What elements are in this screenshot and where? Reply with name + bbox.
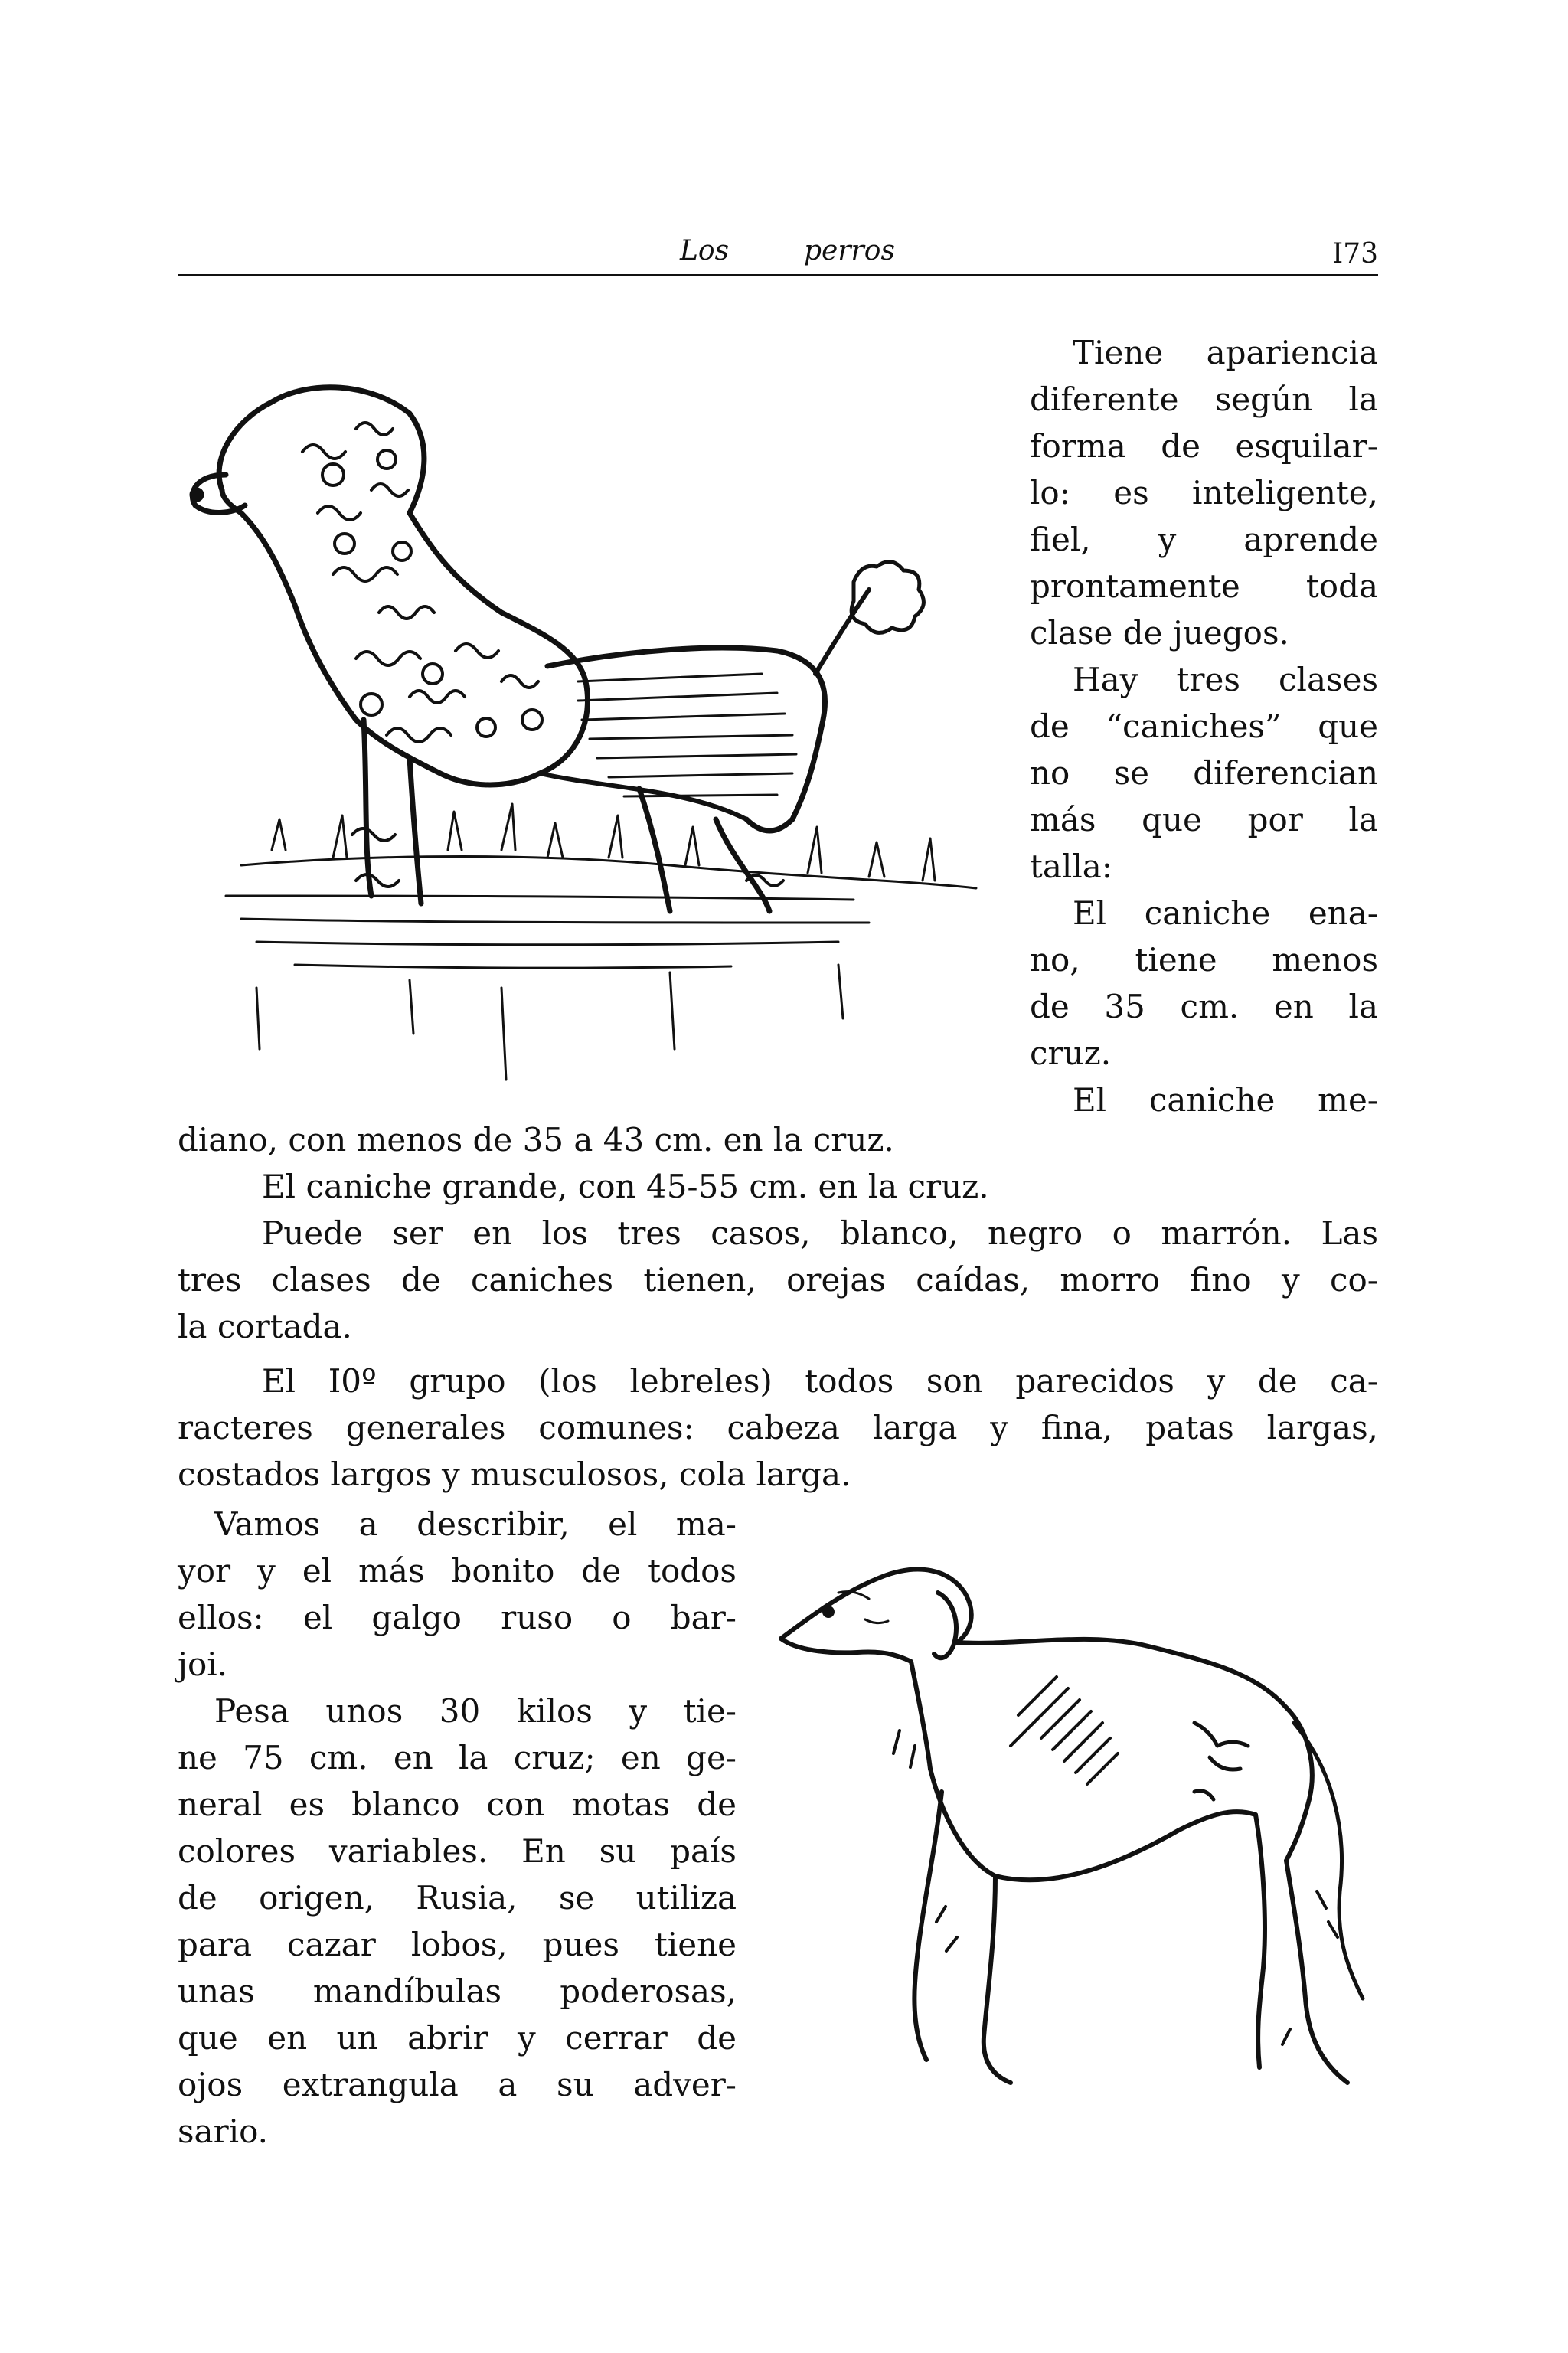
poodle-illustration	[180, 360, 1007, 1095]
text-line: de 35 cm. en la	[1030, 988, 1378, 1025]
text-line: ne 75 cm. en la cruz; en ge-	[178, 1739, 737, 1776]
text-line: más que por la	[1030, 801, 1378, 838]
header-title-los: Los	[680, 235, 730, 266]
text-line: para cazar lobos, pues tiene	[178, 1926, 737, 1963]
page-number: I73	[1331, 238, 1378, 270]
text-line: unas mandíbulas poderosas,	[178, 1972, 737, 2010]
text-line: sario.	[178, 2113, 269, 2150]
text-line: El caniche me-	[1073, 1081, 1378, 1119]
text-line: Puede ser en los tres casos, blanco, negro o marrón. Las	[262, 1214, 1378, 1252]
text-line: cruz.	[1030, 1034, 1112, 1072]
left-column-text	[178, 1501, 737, 2155]
text-line: clase de juegos.	[1030, 614, 1289, 652]
text-line: diferente según la	[1030, 381, 1378, 418]
text-line: Hay tres clases	[1073, 661, 1378, 698]
text-line: Pesa unos 30 kilos y tie-	[214, 1692, 737, 1730]
text-line: no, tiene menos	[1030, 941, 1378, 979]
text-line: de “caniches” que	[1030, 708, 1378, 745]
text-line: prontamente toda	[1030, 567, 1378, 605]
text-line: talla:	[1030, 848, 1112, 885]
text-line: la cortada.	[178, 1308, 352, 1345]
text-line: no se diferencian	[1030, 754, 1378, 792]
text-line: racteres generales comunes: cabeza larga y fina, patas largas,	[178, 1409, 1378, 1446]
full-width-text	[178, 1116, 1378, 1498]
text-line: El caniche ena-	[1073, 894, 1378, 932]
text-line: de origen, Rusia, se utiliza	[178, 1879, 737, 1917]
text-line: colores variables. En su país	[178, 1832, 737, 1870]
text-line: costados largos y musculosos, cola larga.	[178, 1456, 851, 1493]
text-line: fiel, y aprende	[1030, 521, 1378, 558]
text-line: Vamos a describir, el ma-	[214, 1505, 737, 1543]
text-line: El I0º grupo (los lebreles) todos son parecidos y de ca-	[262, 1362, 1378, 1400]
text-line: El caniche grande, con 45-55 cm. en la cruz.	[262, 1168, 989, 1205]
running-header	[178, 234, 1378, 276]
text-line: joi.	[178, 1645, 228, 1683]
header-title-perros: perros	[804, 235, 895, 266]
text-line: ellos: el galgo ruso o bar-	[178, 1599, 737, 1636]
text-line: Tiene apariencia	[1073, 334, 1378, 371]
text-line: neral es blanco con motas de	[178, 1786, 737, 1823]
text-line: diano, con menos de 35 a 43 cm. en la cruz.	[178, 1121, 894, 1159]
text-line: ojos extrangula a su adver-	[178, 2066, 737, 2103]
borzoi-illustration	[766, 1539, 1378, 2121]
text-line: que en un abrir y cerrar de	[178, 2019, 737, 2057]
text-line: yor y el más bonito de todos	[178, 1552, 737, 1590]
header-rule	[178, 274, 1378, 276]
text-line: tres clases de caniches tienen, orejas caídas, morro fino y co-	[178, 1261, 1378, 1299]
text-line: lo: es inteligente,	[1030, 474, 1378, 511]
right-column-text	[1030, 329, 1378, 1123]
text-line: forma de esquilar-	[1030, 427, 1378, 465]
